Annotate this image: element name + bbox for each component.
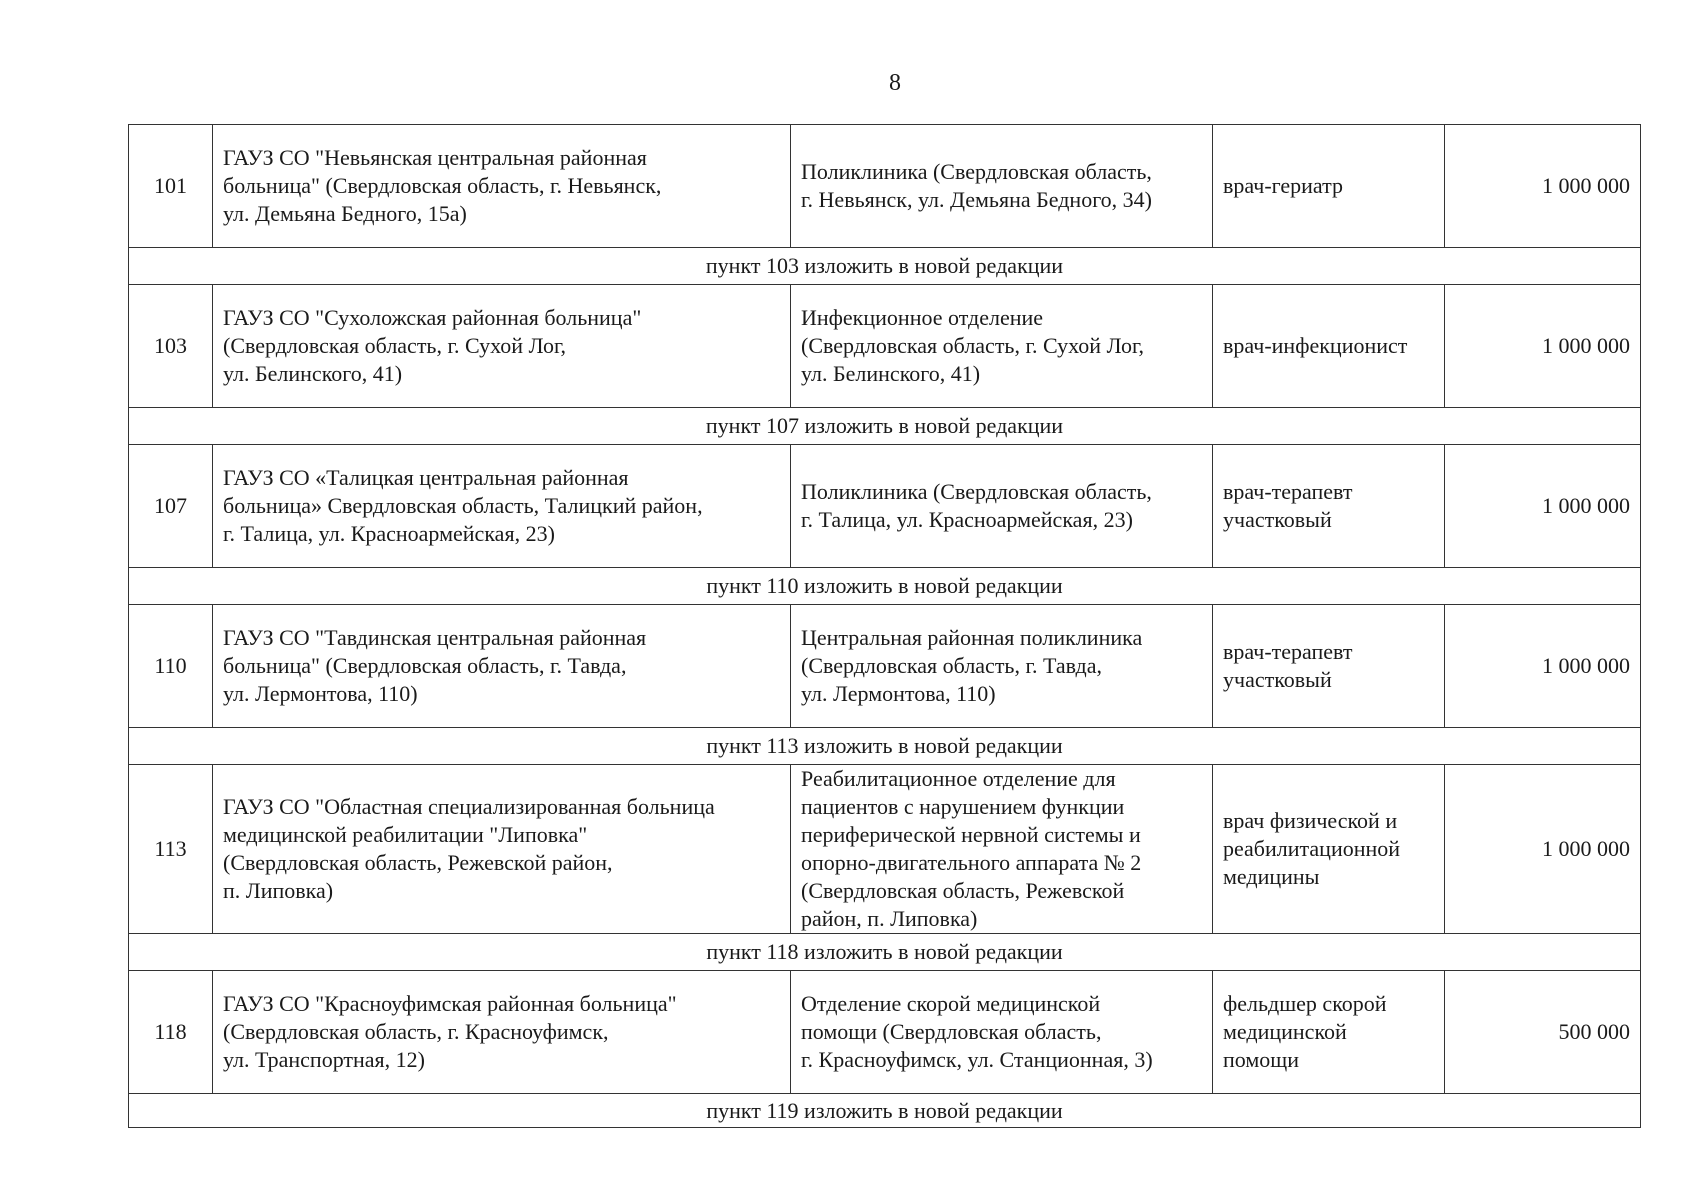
- organization-cell-line: ГАУЗ СО "Областная специализированная больница: [223, 794, 715, 819]
- position-cell: [1213, 445, 1445, 568]
- unit-cell-line: Поликлиника (Свердловская область,: [801, 479, 1152, 504]
- row-number: [129, 445, 213, 568]
- organization-cell-line: (Свердловская область, г. Красноуфимск,: [223, 1019, 609, 1044]
- amount-cell: [1445, 605, 1641, 728]
- organization-cell-line: ул. Транспортная, 12): [223, 1047, 425, 1072]
- note-text: [129, 728, 1641, 765]
- note-text-line: пункт 118 изложить в новой редакции: [706, 939, 1063, 964]
- unit-cell-line: (Свердловская область, г. Тавда,: [801, 653, 1102, 678]
- position-cell-line: участковый: [1223, 667, 1332, 692]
- position-cell: [1213, 765, 1445, 934]
- position-cell-line: фельдшер скорой: [1223, 991, 1387, 1016]
- unit-cell: [791, 605, 1213, 728]
- amount-cell: [1445, 285, 1641, 408]
- position-cell-line: помощи: [1223, 1047, 1299, 1072]
- position-cell-line: врач-гериатр: [1223, 173, 1344, 198]
- organization-cell-line: п. Липовка): [223, 878, 334, 903]
- organization-cell-line: ГАУЗ СО "Красноуфимская районная больница": [223, 991, 677, 1016]
- note-row: [129, 568, 1641, 605]
- note-row: [129, 728, 1641, 765]
- note-text: [129, 568, 1641, 605]
- organization-cell-line: (Свердловская область, Режевской район,: [223, 850, 613, 875]
- unit-cell-line: опорно-двигательного аппарата № 2: [801, 850, 1142, 875]
- unit-cell: [791, 125, 1213, 248]
- position-cell-line: врач-терапевт: [1223, 639, 1353, 664]
- unit-cell-line: периферической нервной системы и: [801, 822, 1141, 847]
- unit-cell-line: Поликлиника (Свердловская область,: [801, 159, 1152, 184]
- page-number: 8: [889, 70, 901, 96]
- unit-cell-line: район, п. Липовка): [801, 906, 978, 931]
- organization-cell-line: ГАУЗ СО "Сухоложская районная больница": [223, 305, 642, 330]
- organization-cell: [213, 125, 791, 248]
- row-number-line: 118: [154, 1019, 187, 1044]
- organization-cell: [213, 605, 791, 728]
- row-number-line: 113: [154, 836, 187, 861]
- position-cell-line: участковый: [1223, 507, 1332, 532]
- organization-cell-line: медицинской реабилитации "Липовка": [223, 822, 588, 847]
- row-number-line: 110: [154, 653, 187, 678]
- unit-cell: [791, 445, 1213, 568]
- unit-cell: [791, 285, 1213, 408]
- amount-cell: [1445, 125, 1641, 248]
- position-cell-line: врач физической и: [1223, 808, 1398, 833]
- note-text-line: пункт 119 изложить в новой редакции: [706, 1097, 1063, 1123]
- organization-cell-line: ГАУЗ СО "Невьянская центральная районная: [223, 145, 647, 170]
- note-row: [129, 408, 1641, 445]
- amount-cell-line: 1 000 000: [1542, 173, 1630, 198]
- row-number: [129, 971, 213, 1094]
- unit-cell-line: Инфекционное отделение: [801, 305, 1044, 330]
- row-number-line: 103: [154, 333, 187, 358]
- amount-cell: [1445, 445, 1641, 568]
- position-cell: [1213, 125, 1445, 248]
- organization-cell-line: ул. Демьяна Бедного, 15а): [223, 201, 467, 226]
- unit-cell-line: г. Красноуфимск, ул. Станционная, 3): [801, 1047, 1153, 1072]
- row-number-line: 107: [154, 493, 187, 518]
- unit-cell-line: помощи (Свердловская область,: [801, 1019, 1102, 1044]
- unit-cell-line: пациентов с нарушением функции: [801, 794, 1125, 819]
- unit-cell-line: (Свердловская область, Режевской: [801, 878, 1125, 903]
- table-row: [129, 971, 1641, 1094]
- table-body: [129, 125, 1641, 1128]
- organization-cell-line: больница" (Свердловская область, г. Невьянск,: [223, 173, 662, 198]
- row-number: [129, 765, 213, 934]
- organization-cell-line: ул. Лермонтова, 110): [223, 681, 418, 706]
- organization-cell: [213, 971, 791, 1094]
- position-cell-line: медицины: [1223, 864, 1320, 889]
- organization-cell-line: больница» Свердловская область, Талицкий район,: [223, 493, 703, 518]
- amount-cell-line: 1 000 000: [1542, 653, 1630, 678]
- amount-cell-line: 500 000: [1558, 1019, 1630, 1044]
- unit-cell-line: г. Невьянск, ул. Демьяна Бедного, 34): [801, 187, 1153, 212]
- unit-cell: [791, 971, 1213, 1094]
- note-text-line: пункт 107 изложить в новой редакции: [705, 413, 1064, 438]
- note-text: [129, 934, 1641, 971]
- unit-cell-line: ул. Белинского, 41): [801, 361, 981, 386]
- amount-cell-line: 1 000 000: [1542, 836, 1630, 861]
- table-row: [129, 285, 1641, 408]
- note-text: [129, 408, 1641, 445]
- amount-cell: [1445, 971, 1641, 1094]
- organization-cell-line: больница" (Свердловская область, г. Тавда,: [223, 653, 627, 678]
- note-row: [129, 1094, 1641, 1128]
- unit-cell-line: ул. Лермонтова, 110): [801, 681, 996, 706]
- position-cell-line: медицинской: [1223, 1019, 1347, 1044]
- unit-cell-line: Реабилитационное отделение для: [801, 766, 1116, 791]
- organization-cell: [213, 445, 791, 568]
- position-cell: [1213, 971, 1445, 1094]
- position-cell-line: реабилитационной: [1223, 836, 1401, 861]
- unit-cell-line: (Свердловская область, г. Сухой Лог,: [801, 333, 1144, 358]
- organization-cell: [213, 285, 791, 408]
- note-text-line: пункт 113 изложить в новой редакции: [706, 733, 1063, 758]
- note-text-line: пункт 110 изложить в новой редакции: [706, 573, 1063, 598]
- position-cell-line: врач-инфекционист: [1223, 333, 1408, 358]
- position-cell: [1213, 285, 1445, 408]
- row-number: [129, 605, 213, 728]
- note-row: [129, 934, 1641, 971]
- amount-cell-line: 1 000 000: [1542, 493, 1630, 518]
- table-row: [129, 605, 1641, 728]
- organization-cell-line: ГАУЗ СО «Талицкая центральная районная: [223, 465, 629, 490]
- unit-cell-line: Отделение скорой медицинской: [801, 991, 1101, 1016]
- organization-cell: [213, 765, 791, 934]
- amount-cell-line: 1 000 000: [1542, 333, 1630, 358]
- amendments-table: [128, 124, 1641, 1128]
- organization-cell-line: ул. Белинского, 41): [223, 361, 403, 386]
- note-text: [129, 1094, 1641, 1128]
- position-cell: [1213, 605, 1445, 728]
- table-row: [129, 125, 1641, 248]
- row-number: [129, 125, 213, 248]
- amount-cell: [1445, 765, 1641, 934]
- note-text-line: пункт 103 изложить в новой редакции: [705, 253, 1064, 278]
- organization-cell-line: (Свердловская область, г. Сухой Лог,: [223, 333, 566, 358]
- position-cell-line: врач-терапевт: [1223, 479, 1353, 504]
- organization-cell-line: г. Талица, ул. Красноармейская, 23): [223, 521, 555, 546]
- row-number: [129, 285, 213, 408]
- unit-cell-line: Центральная районная поликлиника: [801, 625, 1143, 650]
- table-row: [129, 445, 1641, 568]
- unit-cell-line: г. Талица, ул. Красноармейская, 23): [801, 507, 1133, 532]
- note-row: [129, 248, 1641, 285]
- note-text: [129, 248, 1641, 285]
- row-number-line: 101: [154, 173, 187, 198]
- unit-cell: [791, 765, 1213, 934]
- organization-cell-line: ГАУЗ СО "Тавдинская центральная районная: [223, 625, 647, 650]
- table-row: [129, 765, 1641, 934]
